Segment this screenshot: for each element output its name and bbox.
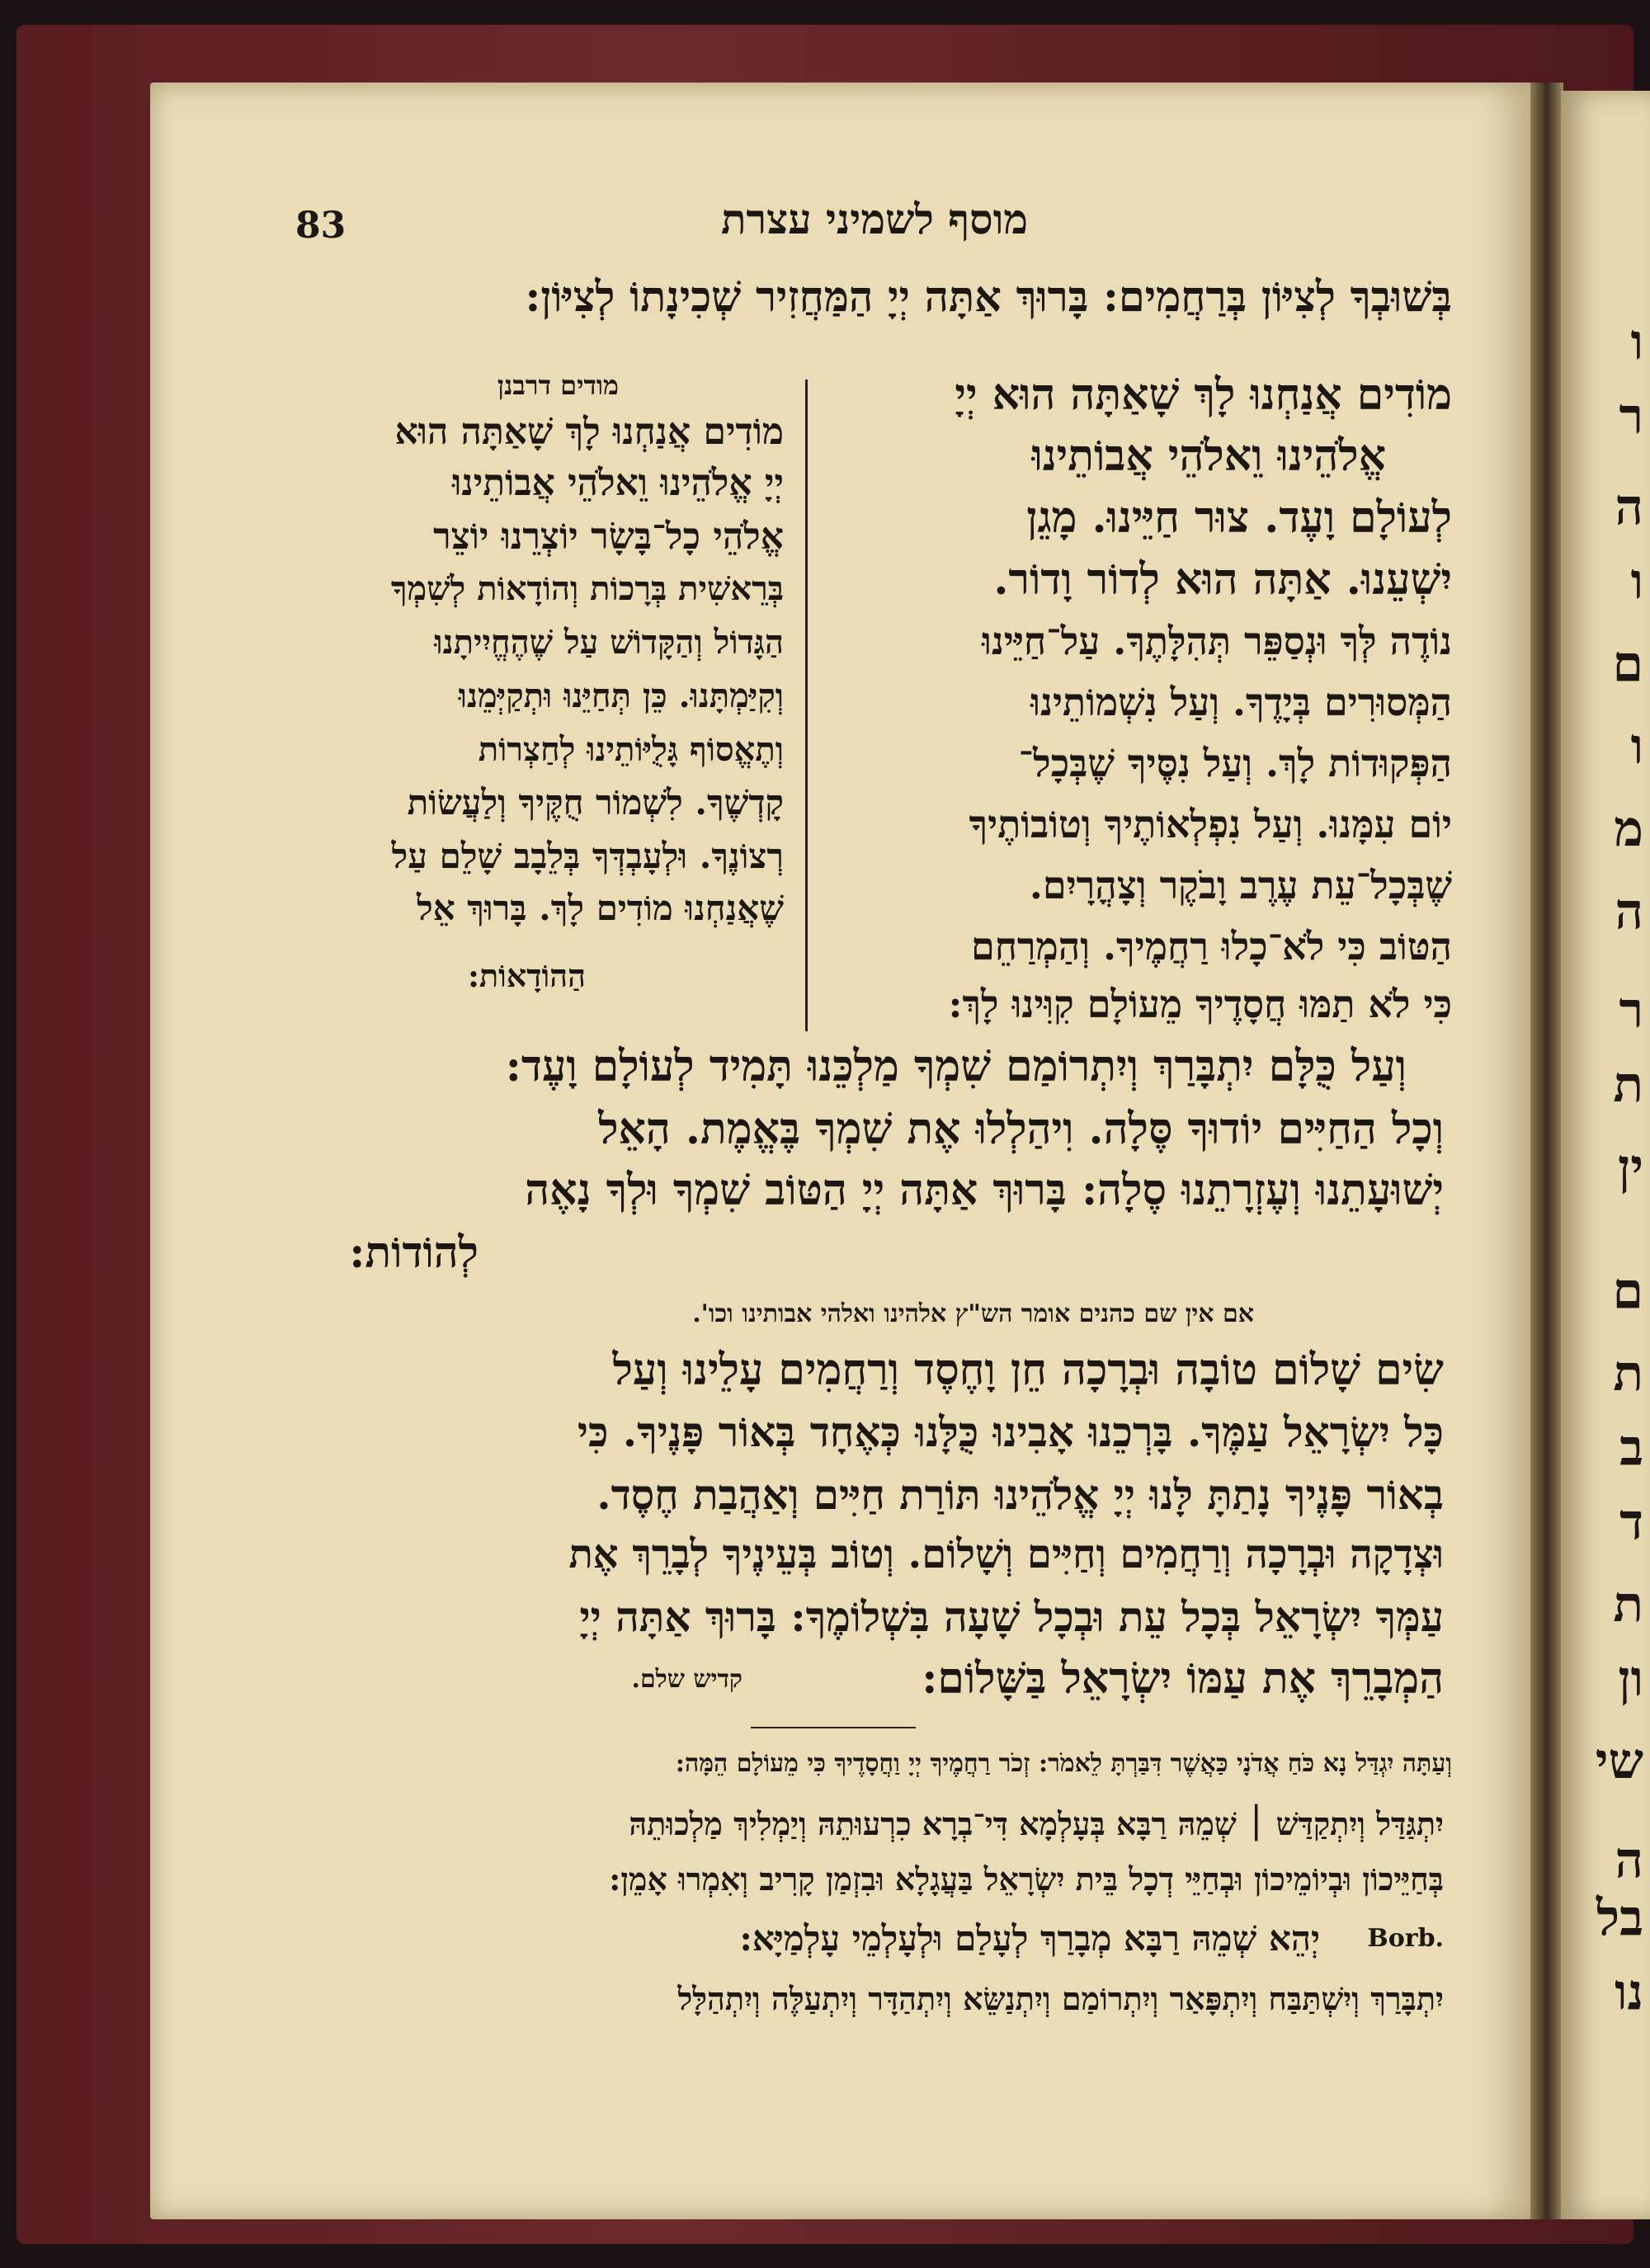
left-col-line: וְתֶאֱסוֹף גָּלֻיּוֹתֵינוּ לְחַצְרוֹת	[478, 730, 784, 769]
paragraph-line: לְהוֹדוֹת:	[349, 1228, 478, 1278]
right-col-line: יִשְׁעֵנוּ. אַתָּה הוּא לְדוֹר וָדוֹר.	[993, 554, 1452, 605]
facing-page-fragment: ד	[1619, 1493, 1643, 1551]
right-col-line: נוֹדֶה לְּךָ וּנְסַפֵּר תְּהִלָּתֶךָ. עַל־חַיֵּינוּ	[982, 619, 1452, 663]
left-col-line: אֱלֹהֵי כָל־בָּשָׂר יוֹצְרֵנוּ יוֹצֵר	[432, 516, 784, 558]
facing-page-fragment: מ	[1614, 800, 1643, 858]
facing-page-fragment: ת	[1613, 1056, 1643, 1114]
left-col-heading: מודים דרבנן	[497, 370, 619, 401]
right-col-line: יוֹם עִמָּנוּ. וְעַל נִפְלְאוֹתֶיךָ וְטוֹבוֹתֶיךָ	[969, 802, 1452, 846]
paragraph-line: בְאוֹר פָּנֶיךָ נָתַתָּ לָּנוּ יְיָ אֱלֹהֵינוּ תּוֹרַת חַיִּים וְאַהֲבַת חֶסֶד.	[596, 1470, 1444, 1519]
facing-page-fragment: בל	[1596, 1889, 1643, 1947]
column-divider	[805, 380, 808, 1031]
left-col-line: קָדְשֶׁךָ. לִשְׁמוֹר חֻקֶּיךָ וְלַעֲשׂוֹת	[407, 782, 784, 823]
left-col-line: הַהוֹדָאוֹת:	[467, 957, 586, 994]
running-head: מוסף לשמיני עצרת	[720, 195, 1029, 243]
paragraph-line: הַמְבָרֵךְ אֶת עַמּוֹ יִשְׂרָאֵל בַּשָּׁלוֹם:	[922, 1653, 1444, 1704]
right-col-line: כִּי לֹא תַמּוּ חֲסָדֶיךָ מֵעוֹלָם קִוִּינוּ לָךְ:	[948, 982, 1452, 1026]
facing-page-fragment: ין	[1617, 1139, 1643, 1196]
facing-page-fragment: ר	[1619, 982, 1643, 1040]
facing-page-fragment: ם	[1612, 635, 1643, 693]
facing-page-fragment: ר	[1619, 388, 1643, 446]
facing-page-fragment: נו	[1615, 1964, 1643, 2021]
kaddish-note: Borb.	[1367, 1924, 1444, 1953]
kaddish-line: יִתְגַּדַּל וְיִתְקַדַּשׁ ׀ שְׁמֵהּ רַבָּא בְּעָלְמָא דִּי־בְרָא כִרְעוּתֵהּ וְיַמְלִיךְ מַלְכוּתֵהּ	[629, 1805, 1444, 1842]
facing-page-fragment: ו	[1630, 553, 1643, 611]
left-col-line: רְצוֹנֶךָ. וּלְעָבְדְּךָ בְּלֵבָב שָׁלֵם עַל	[391, 836, 784, 876]
right-col-line: אֱלֹהֵינוּ וֵאלֹהֵי אֲבוֹתֵינוּ	[1031, 431, 1386, 481]
section-divider	[751, 1727, 916, 1728]
instruction-note: אם אין שם כהנים אומר הש"ץ אלהינו ואלהי אבותינו וכו'.	[692, 1299, 1254, 1328]
left-col-line: מוֹדִים אֲנַחְנוּ לָךְ שָׁאַתָּה הוּא	[394, 411, 784, 453]
closing-note: קדיש שלם.	[631, 1665, 742, 1694]
book-gutter	[1530, 83, 1563, 2219]
top-line: בְּשׁוּבְךָ לְצִיּוֹן בְּרַחֲמִים: בָּרוּךְ אַתָּה יְיָ הַמַּחֲזִיר שְׁכִינָתוֹ לְצִיּוֹן:	[525, 272, 1452, 322]
paragraph-line: עַמְּךָ יִשְׂרָאֵל בְּכָל עֵת וּבְכָל שָׁעָה בִּשְׁלוֹמֶךָ: בָּרוּךְ אַתָּה יְיָ	[579, 1592, 1444, 1641]
kaddish-line: בְּחַיֵּיכוֹן וּבְיוֹמֵיכוֹן וּבְחַיֵּי דְכָל בֵּית יִשְׂרָאֵל בַּעֲגָלָא וּבִזְמַן קָרִיב וְאִמְרוּ אָמֵן:	[609, 1860, 1444, 1898]
left-col-line: יְיָ אֱלֹהֵינוּ וֵאלֹהֵי אֲבוֹתֵינוּ	[452, 462, 784, 504]
paragraph-line: וְכָל הַחַיִּים יוֹדוּךָ סֶּלָה. וִיהַלְלוּ אֶת שִׁמְךָ בֶּאֱמֶת. הָאֵל	[598, 1104, 1444, 1154]
right-col-line: הַפְּקוּדוֹת לָךְ. וְעַל נִסֶּיךָ שֶׁבְּכָל־	[1018, 741, 1452, 785]
left-col-line: וְקִיַּמְתָּנוּ. כֵּן תְּחַיֵּנוּ וּתְקַיְּמֵנוּ	[458, 677, 784, 715]
right-col-line: הַמְּסוּרִים בְּיָדֶךָ. וְעַל נִשְׁמוֹתֵינוּ	[1030, 680, 1452, 724]
paragraph-line: יְשׁוּעָתֵנוּ וְעֶזְרָתֵנוּ סֶלָה: בָּרוּךְ אַתָּה יְיָ הַטּוֹב שִׁמְךָ וּלְךָ נָאֶה	[525, 1165, 1444, 1215]
facing-page-fragment: ב	[1619, 1419, 1643, 1477]
left-col-line: הַגָּדוֹל וְהַקָּדוֹשׁ עַל שֶׁהֶחֱיִיתָנוּ	[434, 623, 784, 662]
facing-page-fragment: ת	[1613, 1576, 1643, 1634]
page-number: 83	[295, 205, 346, 247]
right-col-line: הַטּוֹב כִּי לֹא־כָלוּ רַחֲמֶיךָ. וְהַמְרַחֵם	[971, 924, 1452, 969]
right-col-line: שֶׁבְּכָל־עֵת עֶרֶב וָבֹקֶר וְצָהֳרָיִם.	[1029, 863, 1452, 908]
facing-page-fragment: ון	[1618, 1650, 1643, 1708]
facing-page	[1561, 91, 1650, 2219]
facing-page-fragment: ם	[1612, 1262, 1643, 1320]
facing-page-fragment: ה	[1615, 479, 1643, 536]
kaddish-line: וְעַתָּה יִגְדַּל נָא כֹּחַ אֲדֹנָי כַּאֲשֶׁר דִּבַּרְתָּ לֵאמֹר: זְכֹר רַחֲמֶיךָ יְיָ וַחֲסָדֶיךָ כִּי מֵעוֹלָם הֵמָּה:	[675, 1749, 1452, 1778]
kaddish-line: יְהֵא שְׁמֵהּ רַבָּא מְבָרַךְ לְעָלַם וּלְעָלְמֵי עָלְמַיָּא:	[739, 1918, 1320, 1959]
left-col-line: בְּרֵאשִׁית בְּרָכוֹת וְהוֹדָאוֹת לְשִׁמְךָ	[390, 569, 784, 608]
paragraph-line: וְעַל כֻּלָּם יִתְבָּרַךְ וְיִתְרוֹמַם שִׁמְךָ מַלְכֵּנוּ תָּמִיד לְעוֹלָם וָעֶד:	[505, 1041, 1407, 1092]
facing-page-fragment: ה	[1615, 1832, 1643, 1889]
paragraph-line: וּצְדָקָה וּבְרָכָה וְרַחֲמִים וְחַיִּים וְשָׁלוֹם. וְטוֹב בְּעֵינֶיךָ לְבָרֵךְ אֶת	[568, 1531, 1444, 1577]
kaddish-line: יִתְבָּרַךְ וְיִשְׁתַּבַּח וְיִתְפָּאַר וְיִתְרוֹמַם וְיִתְנַשֵּׂא וְיִתְהַדָּר וְיִתְעַלֶּה וְיִתְהַלָּל	[677, 1980, 1444, 2017]
right-col-line: לְעוֹלָם וָעֶד. צוּר חַיֵּינוּ. מָגֵן	[1026, 493, 1452, 543]
left-col-line: שֶׁאֲנַחְנוּ מוֹדִים לָךְ. בָּרוּךְ אֵל	[417, 888, 784, 928]
facing-page-fragment: ו	[1630, 314, 1643, 371]
facing-page-fragment: ו	[1630, 718, 1643, 776]
right-col-line: מוֹדִים אֲנַחְנוּ לָךְ שָׁאַתָּה הוּא יְיָ	[955, 370, 1452, 420]
paragraph-line: כָּל יִשְׂרָאֵל עַמֶּךָ. בָּרְכֵנוּ אָבִינוּ כֻּלָּנוּ כְּאֶחָד בְּאוֹר פָּנֶיךָ. כִּי	[577, 1407, 1444, 1456]
paragraph-line: שִׂים שָׁלוֹם טוֹבָה וּבְרָכָה חֵן וָחֶסֶד וְרַחֲמִים עָלֵינוּ וְעַל	[612, 1345, 1444, 1395]
facing-page-fragment: שי	[1595, 1733, 1643, 1790]
facing-page-fragment: ת	[1613, 1345, 1643, 1403]
facing-page-fragment: ה	[1615, 883, 1643, 941]
